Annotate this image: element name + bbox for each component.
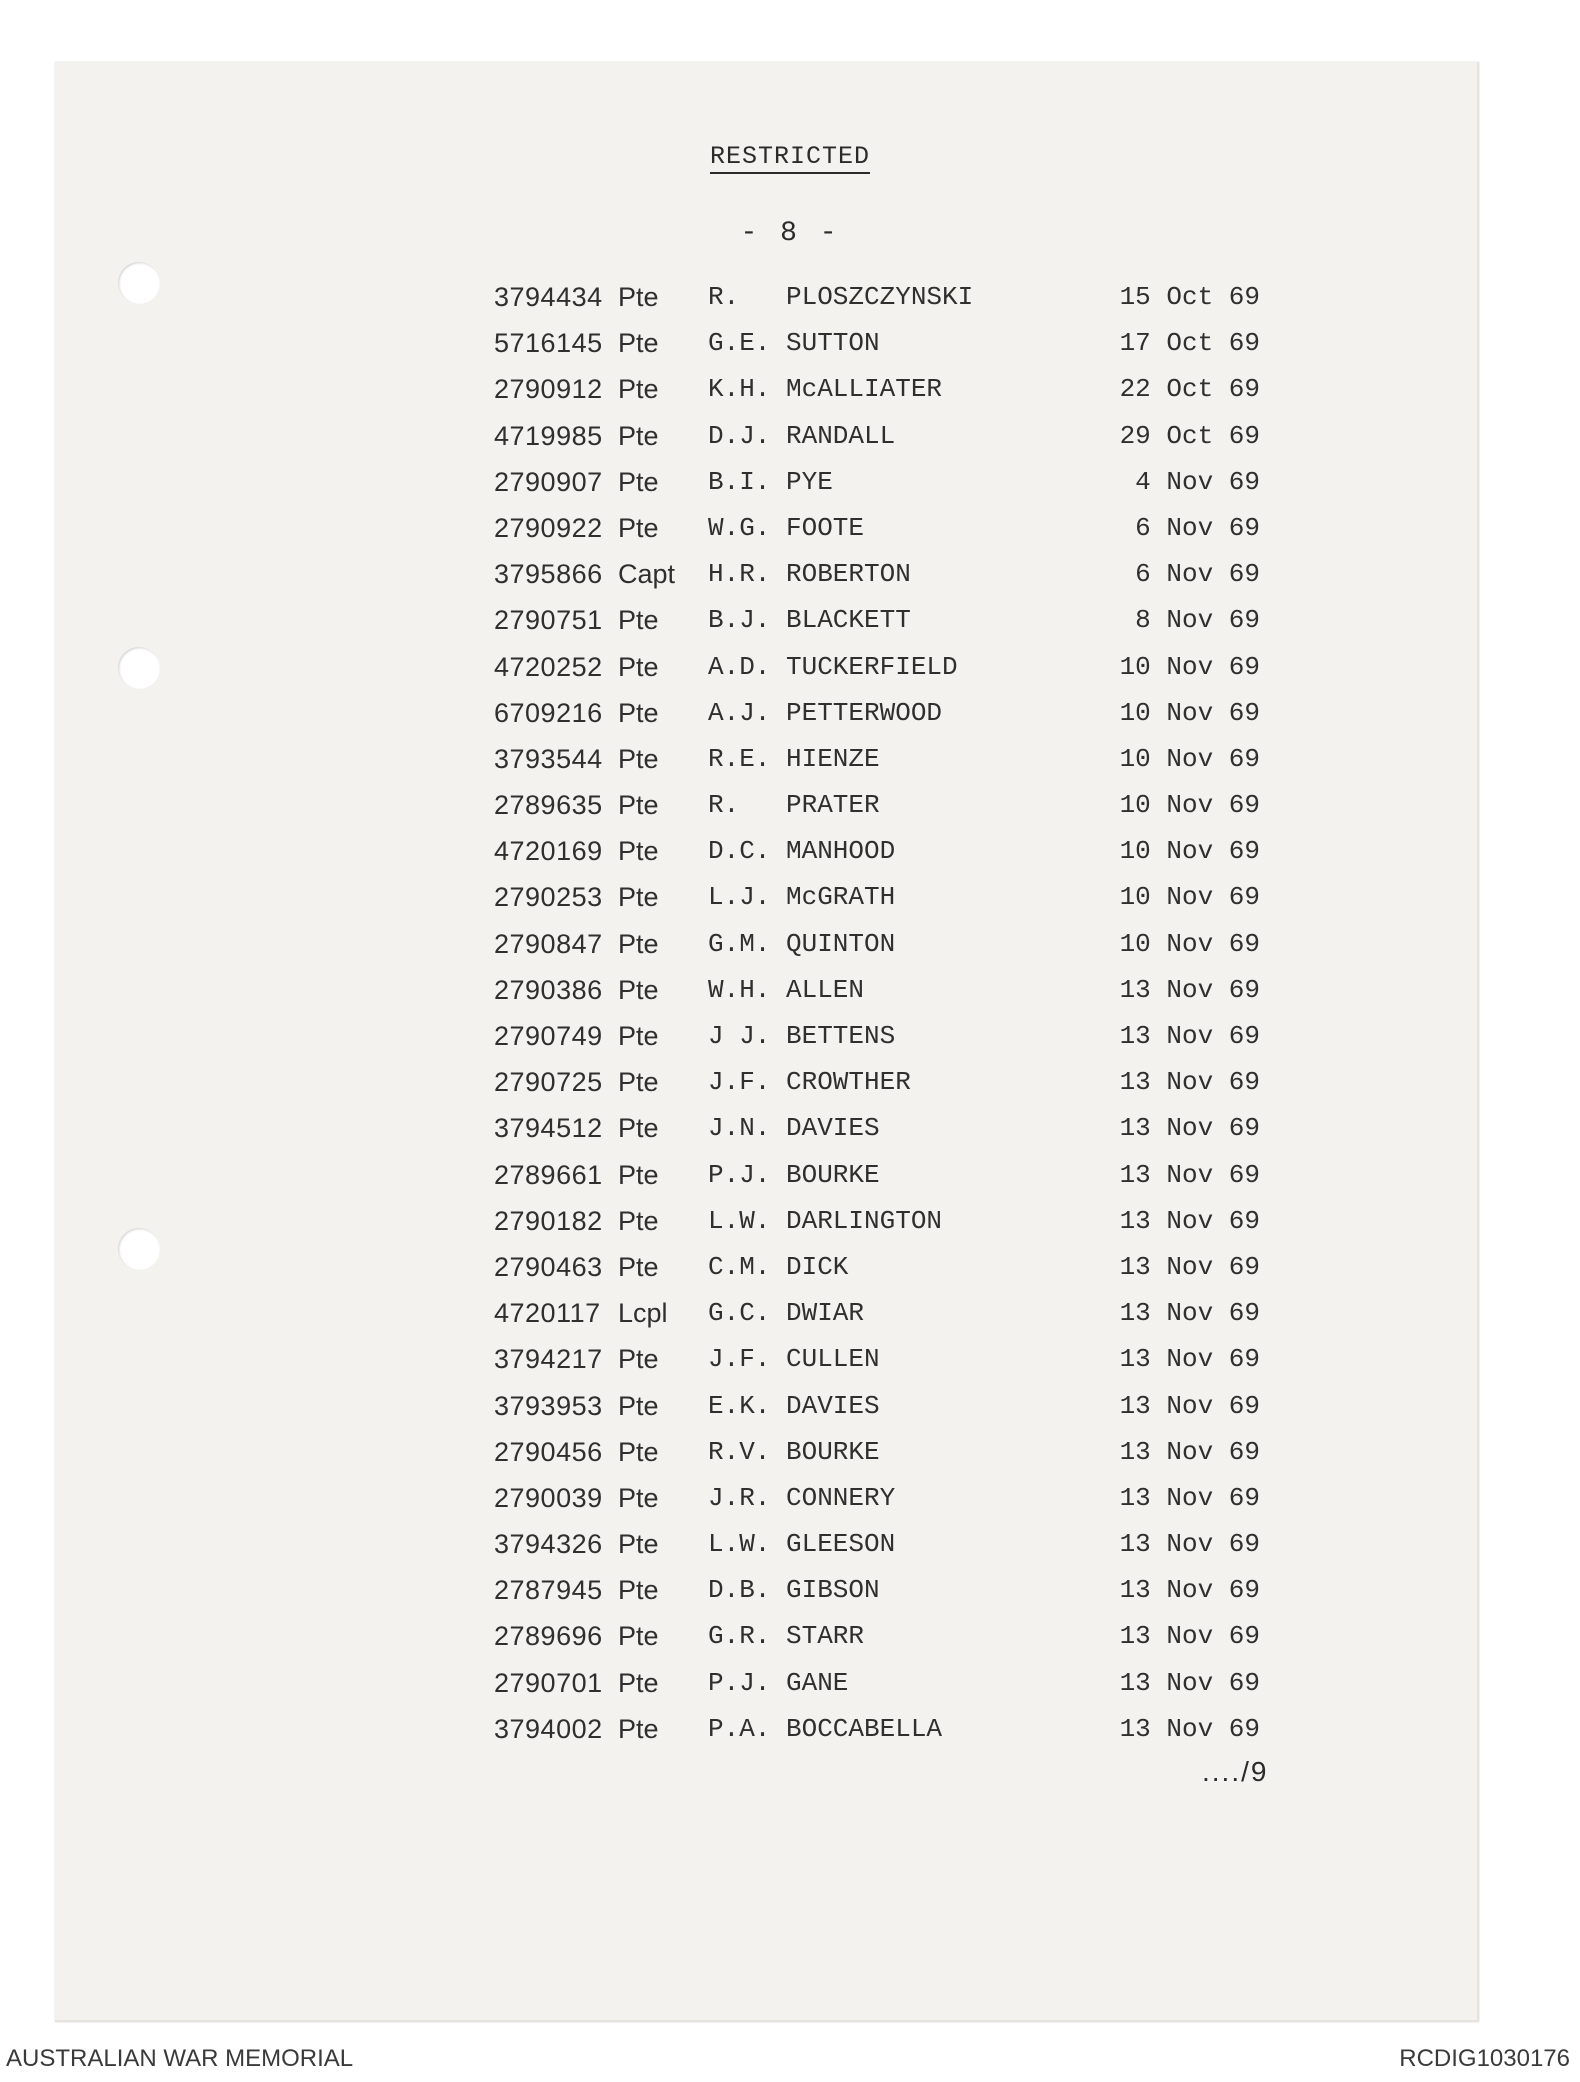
date: 13 Nov 69 <box>1119 1713 1260 1744</box>
initials: J.R. <box>708 1482 771 1513</box>
service-number: 6709216 <box>494 697 603 728</box>
initials: P.A. <box>708 1713 771 1744</box>
service-number: 2790922 <box>494 512 603 543</box>
footer-institution: AUSTRALIAN WAR MEMORIAL <box>6 2045 354 2072</box>
service-number: 4719985 <box>494 420 603 451</box>
service-number: 2790463 <box>494 1251 603 1282</box>
initials: W.G. <box>708 512 771 543</box>
initials: R.E. <box>708 743 771 774</box>
date: 4 Nov 69 <box>1135 466 1260 497</box>
surname: CROWTHER <box>786 1067 911 1098</box>
rank: Pte <box>618 1021 659 1051</box>
rank: Pte <box>618 466 659 497</box>
footer-record-id: RCDIG1030176 <box>1399 2045 1570 2072</box>
surname: PYE <box>786 466 833 497</box>
date: 6 Nov 69 <box>1135 512 1260 543</box>
rank: Pte <box>618 743 659 774</box>
surname: DAVIES <box>786 1390 880 1421</box>
initials: B.J. <box>708 605 771 636</box>
initials: J.N. <box>708 1113 771 1144</box>
rank: Pte <box>618 1575 659 1606</box>
service-number: 4720169 <box>494 836 603 867</box>
date: 13 Nov 69 <box>1119 1251 1260 1282</box>
rank: Pte <box>618 697 659 728</box>
service-number: 3794217 <box>494 1344 603 1375</box>
initials: P.J. <box>708 1667 771 1698</box>
rank: Pte <box>618 1113 659 1144</box>
date: 13 Nov 69 <box>1119 1205 1260 1236</box>
surname: McGRATH <box>786 882 896 913</box>
surname: CULLEN <box>786 1344 880 1375</box>
surname: DWIAR <box>786 1298 865 1329</box>
service-number: 3795866 <box>494 559 603 590</box>
rank: Pte <box>618 1621 659 1652</box>
surname: ALLEN <box>786 974 865 1005</box>
surname: MANHOOD <box>786 836 896 867</box>
surname: BETTENS <box>786 1021 896 1051</box>
surname: PLOSZCZYNSKI <box>786 282 974 312</box>
date: 29 Oct 69 <box>1119 420 1260 451</box>
surname: QUINTON <box>786 928 896 959</box>
rank: Pte <box>618 1205 659 1236</box>
initials: R.V. <box>708 1436 771 1467</box>
surname: GANE <box>786 1667 849 1698</box>
initials: L.W. <box>708 1529 771 1560</box>
rank: Pte <box>618 1344 659 1375</box>
initials: G.E. <box>708 328 771 359</box>
date: 13 Nov 69 <box>1119 1621 1260 1652</box>
date: 13 Nov 69 <box>1119 1344 1260 1375</box>
surname: McALLIATER <box>786 374 943 405</box>
initials: D.J. <box>708 420 771 451</box>
service-number: 2790701 <box>494 1667 603 1698</box>
date: 13 Nov 69 <box>1119 1575 1260 1606</box>
rank: Pte <box>618 1067 659 1098</box>
date: 13 Nov 69 <box>1119 1390 1260 1421</box>
service-number: 2789696 <box>494 1621 603 1652</box>
classification-text: RESTRICTED <box>710 142 870 174</box>
initials: L.J. <box>708 882 771 913</box>
initials: G.M. <box>708 928 771 959</box>
surname: GLEESON <box>786 1529 896 1560</box>
initials: J J. <box>708 1021 771 1051</box>
service-number: 2790912 <box>494 374 603 405</box>
service-number: 3794512 <box>494 1113 603 1144</box>
rank: Pte <box>618 328 659 359</box>
surname: BOURKE <box>786 1436 880 1467</box>
rank: Pte <box>618 1159 659 1190</box>
initials: D.C. <box>708 836 771 867</box>
rank: Pte <box>618 1390 659 1421</box>
rank: Pte <box>618 882 659 913</box>
date: 13 Nov 69 <box>1119 1529 1260 1560</box>
date: 13 Nov 69 <box>1119 1667 1260 1698</box>
date: 6 Nov 69 <box>1135 559 1260 590</box>
initials: B.I. <box>708 466 771 497</box>
date: 10 Nov 69 <box>1119 743 1260 774</box>
surname: BOURKE <box>786 1159 880 1190</box>
initials: D.B. <box>708 1575 771 1606</box>
initials: W.H. <box>708 974 771 1005</box>
rank: Pte <box>618 1251 659 1282</box>
date: 10 Nov 69 <box>1119 882 1260 913</box>
rank: Pte <box>618 651 659 682</box>
date: 10 Nov 69 <box>1119 651 1260 682</box>
service-number: 4720252 <box>494 651 603 682</box>
date: 8 Nov 69 <box>1135 605 1260 636</box>
surname: RANDALL <box>786 420 896 451</box>
rank: Pte <box>618 1482 659 1513</box>
rank: Pte <box>618 1436 659 1467</box>
punch-hole-top <box>118 262 160 304</box>
service-number: 2790725 <box>494 1067 603 1098</box>
service-number: 3794326 <box>494 1529 603 1560</box>
surname: BOCCABELLA <box>786 1713 943 1744</box>
rank: Pte <box>618 790 659 821</box>
service-number: 3794434 <box>494 282 603 312</box>
date: 13 Nov 69 <box>1119 1021 1260 1051</box>
service-number: 2790907 <box>494 466 603 497</box>
date: 13 Nov 69 <box>1119 1482 1260 1513</box>
page-number: - 8 - <box>740 218 840 249</box>
surname: CONNERY <box>786 1482 896 1513</box>
rank: Pte <box>618 1713 659 1744</box>
rank: Pte <box>618 836 659 867</box>
rank: Pte <box>618 512 659 543</box>
initials: P.J. <box>708 1159 771 1190</box>
service-number: 3793953 <box>494 1390 603 1421</box>
initials: K.H. <box>708 374 771 405</box>
date: 10 Nov 69 <box>1119 697 1260 728</box>
surname: GIBSON <box>786 1575 880 1606</box>
service-number: 5716145 <box>494 328 603 359</box>
date: 13 Nov 69 <box>1119 1436 1260 1467</box>
rank: Pte <box>618 374 659 405</box>
surname: HIENZE <box>786 743 880 774</box>
surname: ROBERTON <box>786 559 911 590</box>
date: 13 Nov 69 <box>1119 1067 1260 1098</box>
date: 10 Nov 69 <box>1119 790 1260 821</box>
initials: A.J. <box>708 697 771 728</box>
rank: Pte <box>618 1667 659 1698</box>
service-number: 2790751 <box>494 605 603 636</box>
initials: R. <box>708 282 740 312</box>
service-number: 2790847 <box>494 928 603 959</box>
date: 13 Nov 69 <box>1119 1159 1260 1190</box>
rank: Pte <box>618 974 659 1005</box>
service-number: 2789635 <box>494 790 603 821</box>
surname: DICK <box>786 1251 849 1282</box>
surname: FOOTE <box>786 512 865 543</box>
service-number: 2790039 <box>494 1482 603 1513</box>
punch-hole-bottom <box>118 1228 160 1270</box>
rank: Lcpl <box>618 1298 668 1329</box>
date: 13 Nov 69 <box>1119 974 1260 1005</box>
date: 17 Oct 69 <box>1119 328 1260 359</box>
rank: Pte <box>618 928 659 959</box>
rank: Pte <box>618 605 659 636</box>
initials: C.M. <box>708 1251 771 1282</box>
continuation-marker: ..../9 <box>1202 1756 1269 1787</box>
date: 13 Nov 69 <box>1119 1113 1260 1144</box>
surname: DARLINGTON <box>786 1205 943 1236</box>
service-number: 3794002 <box>494 1713 603 1744</box>
date: 13 Nov 69 <box>1119 1298 1260 1329</box>
surname: PETTERWOOD <box>786 697 943 728</box>
initials: A.D. <box>708 651 771 682</box>
service-number: 2790749 <box>494 1021 603 1051</box>
surname: SUTTON <box>786 328 880 359</box>
surname: DAVIES <box>786 1113 880 1144</box>
service-number: 2787945 <box>494 1575 603 1606</box>
service-number: 2790253 <box>494 882 603 913</box>
service-number: 3793544 <box>494 743 603 774</box>
punch-hole-middle <box>118 647 160 689</box>
surname: PRATER <box>786 790 880 821</box>
surname: STARR <box>786 1621 865 1652</box>
service-number: 4720117 <box>494 1298 601 1329</box>
initials: E.K. <box>708 1390 771 1421</box>
date: 10 Nov 69 <box>1119 928 1260 959</box>
initials: H.R. <box>708 559 771 590</box>
initials: L.W. <box>708 1205 771 1236</box>
surname: TUCKERFIELD <box>786 651 958 682</box>
service-number: 2790182 <box>494 1205 603 1236</box>
initials: J.F. <box>708 1067 771 1098</box>
rank: Pte <box>618 282 659 312</box>
classification-heading <box>0 142 1580 171</box>
service-number: 2790456 <box>494 1436 603 1467</box>
initials: G.R. <box>708 1621 771 1652</box>
date: 10 Nov 69 <box>1119 836 1260 867</box>
service-number: 2789661 <box>494 1159 603 1190</box>
initials: G.C. <box>708 1298 771 1329</box>
rank: Capt <box>618 559 676 590</box>
initials: J.F. <box>708 1344 771 1375</box>
date: 15 Oct 69 <box>1119 282 1260 312</box>
rank: Pte <box>618 420 659 451</box>
surname: BLACKETT <box>786 605 911 636</box>
rank: Pte <box>618 1529 659 1560</box>
date: 22 Oct 69 <box>1119 374 1260 405</box>
service-number: 2790386 <box>494 974 603 1005</box>
initials: R. <box>708 790 740 821</box>
